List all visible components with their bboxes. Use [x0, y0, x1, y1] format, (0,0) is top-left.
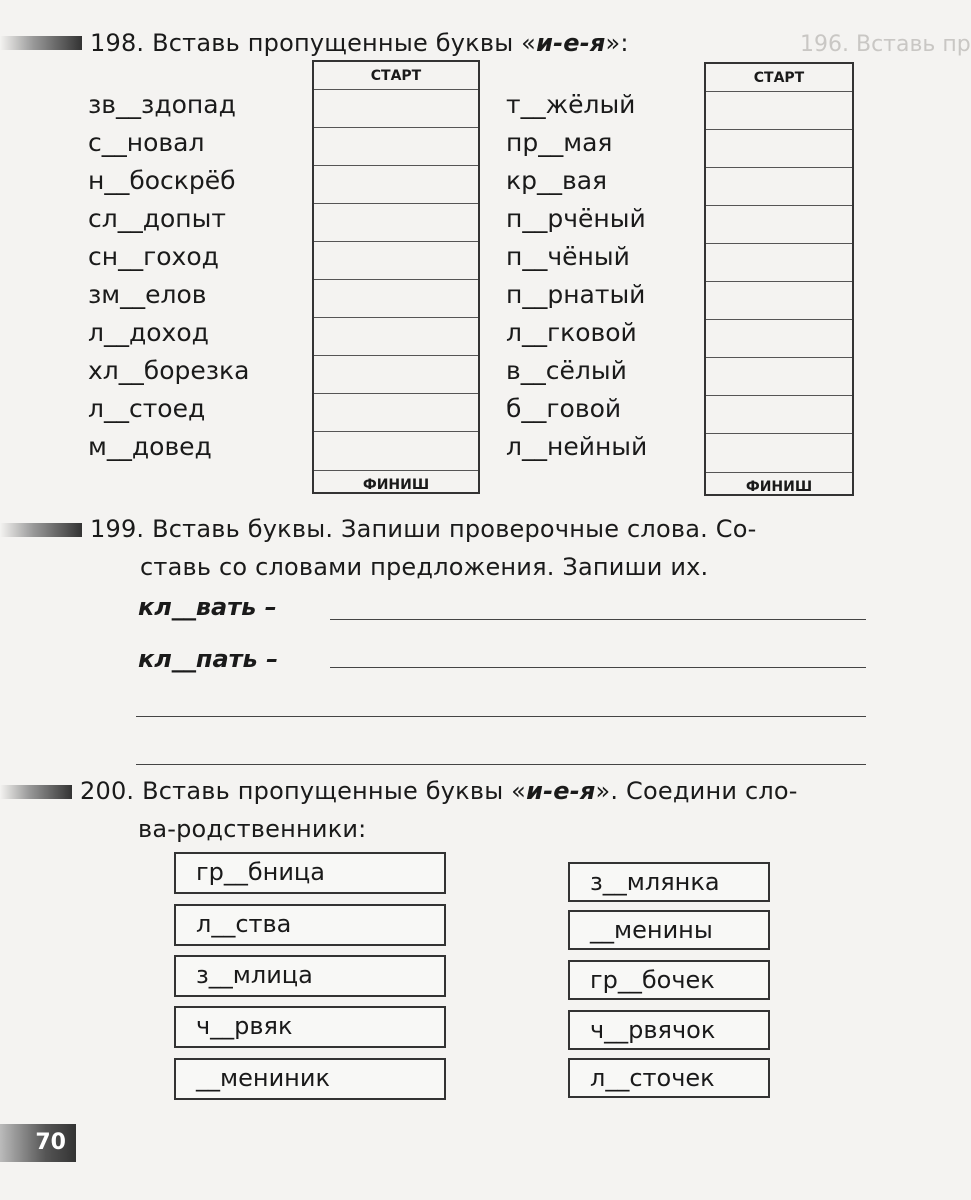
ladder-finish-label: ФИНИШ — [706, 472, 852, 500]
ladder-cell[interactable] — [314, 242, 478, 280]
answer-line[interactable] — [330, 619, 866, 620]
ladder-cell[interactable] — [706, 168, 852, 206]
fill-word: т__жёлый — [506, 90, 636, 119]
ladder-cell[interactable] — [706, 434, 852, 472]
fill-word: с__новал — [88, 128, 205, 157]
task-199-stripe — [0, 523, 82, 537]
task-198-right-words — [506, 86, 647, 466]
ladder-cell[interactable] — [314, 90, 478, 128]
fill-word: л__гковой — [506, 318, 637, 347]
ladder-cell[interactable] — [706, 282, 852, 320]
ladder-cell[interactable] — [314, 432, 478, 470]
ladder-cell[interactable] — [314, 318, 478, 356]
fill-word: зв__здопад — [88, 90, 236, 119]
ladder-cell[interactable] — [706, 92, 852, 130]
ladder-finish-label: ФИНИШ — [314, 470, 478, 498]
word-box-left[interactable]: л__ства — [174, 904, 446, 946]
ladder-cell[interactable] — [706, 130, 852, 168]
word-box-left[interactable]: гр__бница — [174, 852, 446, 894]
ladder-cell[interactable] — [706, 244, 852, 282]
fill-word: хл__борезка — [88, 356, 250, 385]
answer-line[interactable] — [136, 764, 866, 765]
fill-word: сн__гоход — [88, 242, 219, 271]
ladder-cell[interactable] — [314, 356, 478, 394]
fill-word: зм__елов — [88, 280, 207, 309]
ladder-start-label: СТАРТ — [314, 62, 478, 90]
task-200-letters: и-е-я — [526, 777, 596, 805]
fill-word: сл__допыт — [88, 204, 226, 233]
task-198-ladder-right[interactable] — [704, 62, 854, 496]
ladder-cell[interactable] — [706, 396, 852, 434]
task-198-left-words — [88, 86, 249, 466]
answer-line[interactable] — [136, 716, 866, 717]
task-199-item-1: кл__вать – — [138, 593, 277, 621]
word-box-left[interactable]: ч__рвяк — [174, 1006, 446, 1048]
ladder-cell[interactable] — [314, 128, 478, 166]
fill-word: кр__вая — [506, 166, 608, 195]
ladder-cell[interactable] — [314, 204, 478, 242]
word-box-left[interactable]: __мениник — [174, 1058, 446, 1100]
fill-word: л__нейный — [506, 432, 648, 461]
ladder-cell[interactable] — [314, 280, 478, 318]
task-198-title: 198. Вставь пропущенные буквы «и-е-я»: — [90, 29, 629, 57]
task-198-stripe — [0, 36, 82, 50]
word-box-right[interactable]: гр__бочек — [568, 960, 770, 1000]
ladder-cell[interactable] — [314, 166, 478, 204]
word-box-right[interactable]: з__млянка — [568, 862, 770, 902]
fill-word: л__доход — [88, 318, 209, 347]
word-box-left[interactable]: з__млица — [174, 955, 446, 997]
task-198-letters: и-е-я — [536, 29, 606, 57]
fill-word: н__боскрёб — [88, 166, 236, 195]
ladder-cell[interactable] — [706, 358, 852, 396]
task-199-item-2: кл__пать – — [138, 645, 279, 673]
fill-word: пр__мая — [506, 128, 613, 157]
task-200-title: 200. Вставь пропущенные буквы «и-е-я». Соедини сло- ва-родственники: — [80, 777, 798, 843]
fill-word: п__рнатый — [506, 280, 646, 309]
fill-word: м__довед — [88, 432, 212, 461]
task-199-title: 199. Вставь буквы. Запиши проверочные слова. Со- ставь со словами предложения. Запиши их. — [90, 515, 757, 581]
answer-line[interactable] — [330, 667, 866, 668]
fill-word: л__стоед — [88, 394, 206, 423]
ladder-start-label: СТАРТ — [706, 64, 852, 92]
bleed-through-text: 196. Вставь пр — [800, 32, 971, 57]
ladder-cell[interactable] — [706, 320, 852, 358]
fill-word: в__сёлый — [506, 356, 627, 385]
ladder-cell[interactable] — [706, 206, 852, 244]
task-198-ladder-left[interactable] — [312, 60, 480, 494]
word-box-right[interactable]: л__сточек — [568, 1058, 770, 1098]
task-200-stripe — [0, 785, 72, 799]
page-number: 70 — [0, 1124, 76, 1162]
word-box-right[interactable]: __менины — [568, 910, 770, 950]
fill-word: б__говой — [506, 394, 622, 423]
fill-word: п__чёный — [506, 242, 630, 271]
ladder-cell[interactable] — [314, 394, 478, 432]
fill-word: п__рчёный — [506, 204, 646, 233]
word-box-right[interactable]: ч__рвячок — [568, 1010, 770, 1050]
